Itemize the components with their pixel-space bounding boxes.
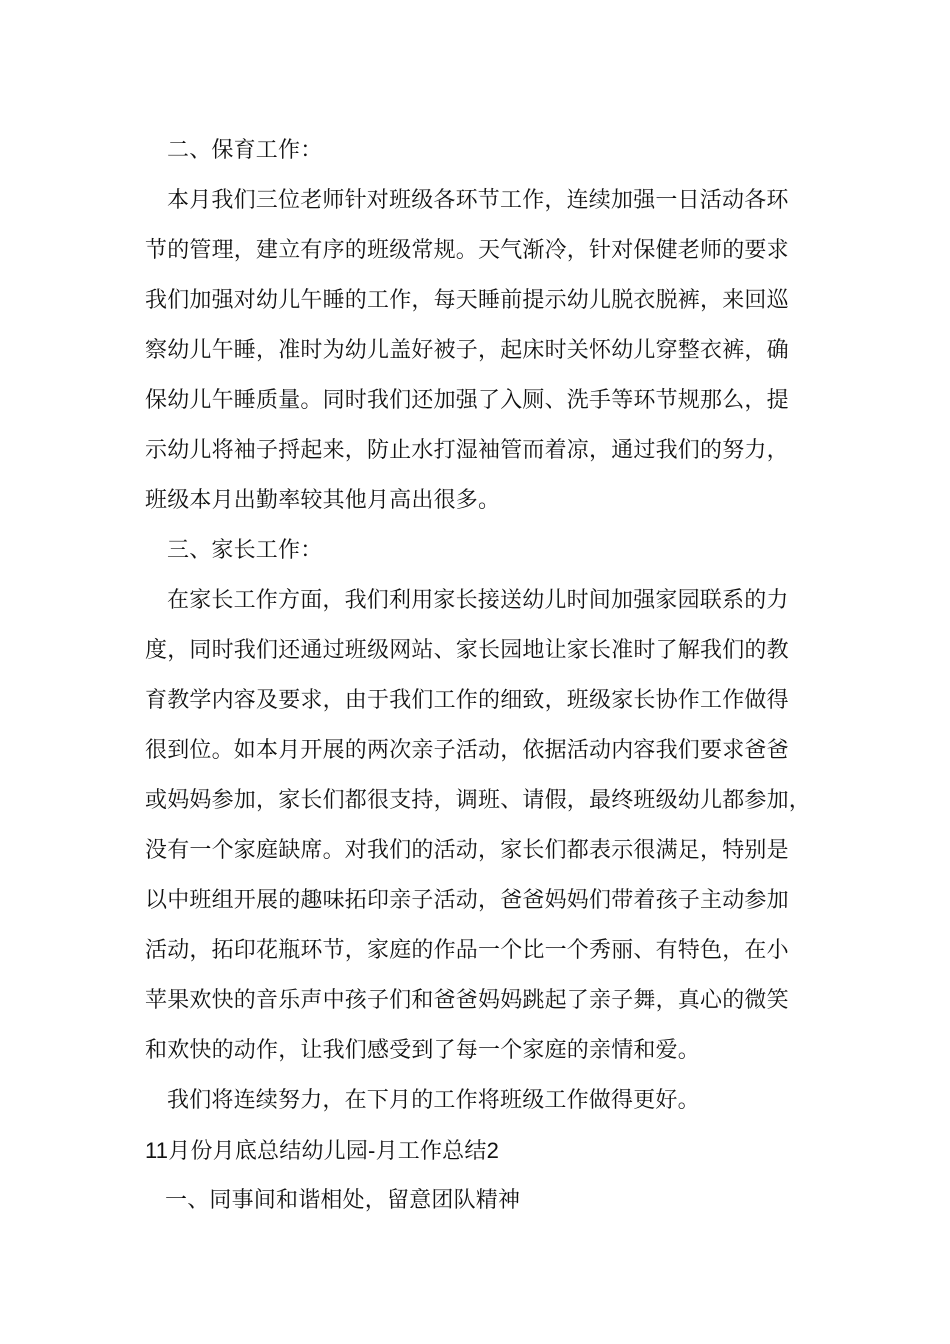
section-two-line-6: 示幼儿将袖子捋起来，防止水打湿袖管而着凉，通过我们的努力， [145, 438, 789, 463]
section-three-line-3: 育教学内容及要求，由于我们工作的细致，班级家长协作工作做得 [145, 688, 789, 713]
section-three-line-9: 苹果欢快的音乐声中孩子们和爸爸妈妈跳起了亲子舞，真心的微笑 [145, 988, 789, 1013]
section-two-heading: 二、保育工作： [167, 138, 323, 163]
next-section-heading: 一、同事间和谐相处，留意团队精神 [165, 1188, 521, 1213]
next-document-title: 11月份月底总结幼儿园-月工作总结2 [145, 1138, 500, 1163]
section-three-line-7: 以中班组开展的趣味拓印亲子活动，爸爸妈妈们带着孩子主动参加 [145, 888, 789, 913]
section-three-line-10: 和欢快的动作，让我们感受到了每一个家庭的亲情和爱。 [145, 1038, 701, 1063]
section-three-line-8: 活动，拓印花瓶环节，家庭的作品一个比一个秀丽、有特色，在小 [145, 938, 789, 963]
section-two-line-7: 班级本月出勤率较其他月高出很多。 [145, 488, 501, 513]
closing-line: 我们将连续努力，在下月的工作将班级工作做得更好。 [167, 1088, 700, 1113]
section-two-line-4: 察幼儿午睡，准时为幼儿盖好被子，起床时关怀幼儿穿整衣裤，确 [145, 338, 789, 363]
section-three-line-2: 度，同时我们还通过班级网站、家长园地让家长准时了解我们的教 [145, 638, 789, 663]
section-two-line-2: 节的管理，建立有序的班级常规。天气渐冷，针对保健老师的要求 [145, 238, 789, 263]
section-three-line-5: 或妈妈参加，家长们都很支持，调班、请假，最终班级幼儿都参加， [145, 788, 812, 813]
section-three-heading: 三、家长工作： [167, 538, 323, 563]
section-two-line-1: 本月我们三位老师针对班级各环节工作，连续加强一日活动各环 [167, 188, 789, 213]
section-three-line-1: 在家长工作方面，我们利用家长接送幼儿时间加强家园联系的力 [167, 588, 789, 613]
document-body [145, 126, 825, 1226]
section-two-line-3: 我们加强对幼儿午睡的工作，每天睡前提示幼儿脱衣脱裤，来回巡 [145, 288, 789, 313]
section-three-line-4: 很到位。如本月开展的两次亲子活动，依据活动内容我们要求爸爸 [145, 738, 789, 763]
section-three-line-6: 没有一个家庭缺席。对我们的活动，家长们都表示很满足，特别是 [145, 838, 789, 863]
section-two-line-5: 保幼儿午睡质量。同时我们还加强了入厕、洗手等环节规那么，提 [145, 388, 789, 413]
